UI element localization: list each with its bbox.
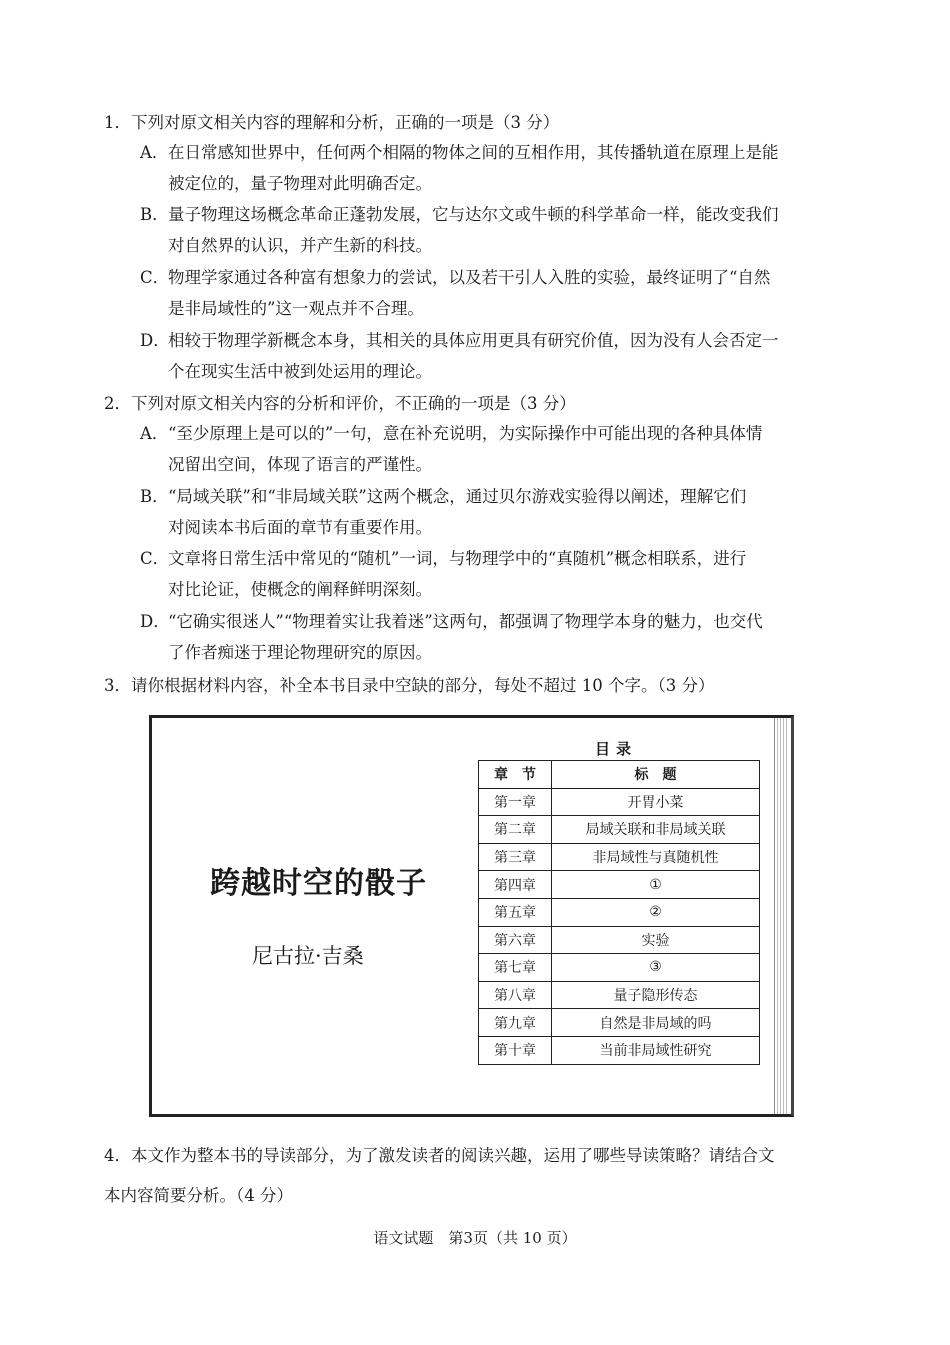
toc-title: 自然是非局域的吗 bbox=[552, 1009, 760, 1037]
option-text-cont: 个在现实生活中被到处运用的理论。 bbox=[168, 362, 432, 381]
option-text: 文章将日常生活中常见的“随机”一词，与物理学中的“真随机”概念相联系，进行 bbox=[168, 549, 747, 568]
q1-option-b bbox=[140, 199, 845, 261]
option-text-cont: 对阅读本书后面的章节有重要作用。 bbox=[168, 518, 432, 537]
option-text-cont: 对比论证，使概念的阐释鲜明深刻。 bbox=[168, 580, 432, 599]
toc-chapter: 第九章 bbox=[479, 1009, 552, 1037]
q1-option-c bbox=[140, 262, 845, 324]
toc-row bbox=[479, 816, 760, 844]
toc-title: 当前非局域性研究 bbox=[552, 1036, 760, 1064]
toc-row bbox=[479, 843, 760, 871]
toc-title: 开胃小菜 bbox=[552, 788, 760, 816]
toc-chapter: 第六章 bbox=[479, 926, 552, 954]
toc-blank-3: ③ bbox=[552, 954, 760, 982]
toc-title: 局域关联和非局域关联 bbox=[552, 816, 760, 844]
toc-chapter: 第五章 bbox=[479, 898, 552, 926]
option-text: 量子物理这场概念革命正蓬勃发展，它与达尔文或牛顿的科学革命一样，能改变我们 bbox=[168, 205, 779, 224]
question-4 bbox=[104, 1136, 775, 1216]
question-3-stem: 3．请你根据材料内容，补全本书目录中空缺的部分，每处不超过 10 个字。（3 分） bbox=[104, 676, 715, 695]
toc-col-chapter: 章 节 bbox=[479, 761, 552, 789]
toc-row bbox=[479, 871, 760, 899]
toc-chapter: 第十章 bbox=[479, 1036, 552, 1064]
toc-chapter: 第一章 bbox=[479, 788, 552, 816]
book-author: 尼古拉·吉桑 bbox=[252, 944, 364, 968]
toc-row bbox=[479, 1009, 760, 1037]
q2-option-b bbox=[140, 481, 845, 543]
page-footer: 语文试题 第3页（共 10 页） bbox=[373, 1229, 577, 1247]
toc-col-title: 标 题 bbox=[552, 761, 760, 789]
option-label: D． bbox=[140, 612, 170, 631]
toc-chapter: 第二章 bbox=[479, 816, 552, 844]
option-label: D． bbox=[140, 331, 170, 350]
toc-row bbox=[479, 926, 760, 954]
toc-header-row bbox=[479, 761, 760, 789]
option-text: 相较于物理学新概念本身，其相关的具体应用更具有研究价值，因为没有人会否定一 bbox=[168, 331, 779, 350]
option-label: C． bbox=[140, 549, 170, 568]
option-text: 物理学家通过各种富有想象力的尝试，以及若干引人入胜的实验，最终证明了“自然 bbox=[168, 268, 771, 287]
option-text-cont: 了作者痴迷于理论物理研究的原因。 bbox=[168, 643, 432, 662]
toc-chapter: 第七章 bbox=[479, 954, 552, 982]
option-text: “它确实很迷人”“物理着实让我着迷”这两句，都强调了物理学本身的魅力，也交代 bbox=[168, 612, 763, 631]
q2-option-d bbox=[140, 606, 845, 668]
book-spine bbox=[774, 718, 789, 1114]
option-text: “至少原理上是可以的”一句，意在补充说明，为实际操作中可能出现的各种具体情 bbox=[168, 424, 763, 443]
toc-row bbox=[479, 898, 760, 926]
question-2-stem: 2．下列对原文相关内容的分析和评价，不正确的一项是（3 分） bbox=[104, 394, 576, 413]
book-title: 跨越时空的骰子 bbox=[210, 866, 427, 901]
option-label: C． bbox=[140, 268, 170, 287]
option-text-cont: 对自然界的认识，并产生新的科技。 bbox=[168, 236, 432, 255]
question-4-line2: 本内容简要分析。（4 分） bbox=[104, 1186, 293, 1205]
q1-option-d bbox=[140, 325, 845, 387]
question-1-stem: 1．下列对原文相关内容的理解和分析，正确的一项是（3 分） bbox=[104, 113, 560, 132]
q2-option-a bbox=[140, 418, 845, 480]
toc-title: 量子隐形传态 bbox=[552, 981, 760, 1009]
toc-chapter: 第四章 bbox=[479, 871, 552, 899]
toc-blank-1: ① bbox=[552, 871, 760, 899]
toc-heading: 目录 bbox=[595, 740, 638, 758]
toc-chapter: 第八章 bbox=[479, 981, 552, 1009]
book-figure bbox=[149, 715, 794, 1117]
option-text-cont: 况留出空间，体现了语言的严谨性。 bbox=[168, 455, 432, 474]
option-text: 在日常感知世界中，任何两个相隔的物体之间的互相作用，其传播轨道在原理上是能 bbox=[168, 143, 779, 162]
toc-chapter: 第三章 bbox=[479, 843, 552, 871]
q2-option-c bbox=[140, 543, 845, 605]
option-text: “局域关联”和“非局域关联”这两个概念，通过贝尔游戏实验得以阐述，理解它们 bbox=[168, 487, 747, 506]
q1-option-a bbox=[140, 137, 845, 199]
toc-row bbox=[479, 788, 760, 816]
option-label: A． bbox=[140, 143, 169, 162]
option-text-cont: 是非局域性的”这一观点并不合理。 bbox=[168, 299, 424, 318]
question-4-line1: 4．本文作为整本书的导读部分，为了激发读者的阅读兴趣，运用了哪些导读策略？请结合文 bbox=[104, 1146, 775, 1165]
toc-row bbox=[479, 954, 760, 982]
toc-title: 实验 bbox=[552, 926, 760, 954]
option-label: A． bbox=[140, 424, 169, 443]
option-label: B． bbox=[140, 205, 169, 224]
option-text-cont: 被定位的，量子物理对此明确否定。 bbox=[168, 174, 432, 193]
toc-row bbox=[479, 981, 760, 1009]
option-label: B． bbox=[140, 487, 169, 506]
toc-table bbox=[478, 760, 760, 1065]
toc-row bbox=[479, 1036, 760, 1064]
toc-title: 非局域性与真随机性 bbox=[552, 843, 760, 871]
toc-blank-2: ② bbox=[552, 898, 760, 926]
